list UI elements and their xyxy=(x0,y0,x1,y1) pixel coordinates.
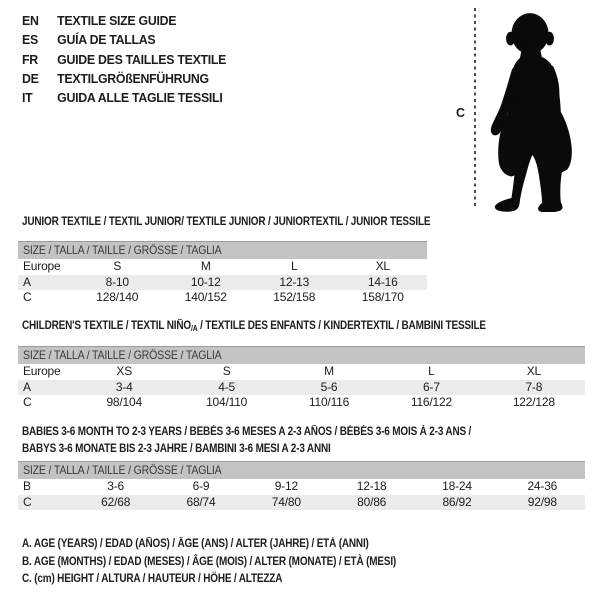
table-row: Europe S M L XL xyxy=(23,259,390,273)
junior-section-title: JUNIOR TEXTILE / TEXTIL JUNIOR/ TEXTILE JUNIOR / JUNIORTEXTIL / JUNIOR TESSILE xyxy=(22,215,431,228)
babies-table-size-header: SIZE / TALLA / TAILLE / GRÖSSE / TAGLIA xyxy=(18,461,585,479)
toddler-silhouette-image xyxy=(486,6,574,212)
babies-title-line1: BABIES 3-6 MONTH TO 2-3 YEARS / BEBÉS 3-6 MESES A 2-3 AÑOS / BÉBÉS 3-6 MOIS À 2-3 ANS / xyxy=(22,425,472,438)
lang-code-fr: FR xyxy=(22,51,38,67)
lang-code-es: ES xyxy=(22,32,38,48)
junior-table-size-header: SIZE / TALLA / TAILLE / GRÖSSE / TAGLIA xyxy=(18,241,427,259)
lang-code-de: DE xyxy=(22,70,39,86)
measurement-legend xyxy=(22,535,396,588)
babies-section-title xyxy=(22,424,471,457)
lang-row-en xyxy=(22,11,226,30)
lang-label-es: GUÍA DE TALLAS xyxy=(57,32,156,48)
lang-label-de: TEXTILGRÖßENFÜHRUNG xyxy=(57,70,209,86)
lang-row-es xyxy=(22,30,226,49)
lang-code-en: EN xyxy=(22,13,39,28)
children-size-table xyxy=(18,346,585,411)
junior-size-table xyxy=(18,241,427,306)
legend-line-b: B. AGE (MONTHS) / EDAD (MESES) / ÂGE (MOIS) / ALTER (MONATE) / ETÀ (MESI) xyxy=(22,554,397,568)
legend-line-c: C. (cm) HEIGHT / ALTURA / HAUTEUR / HÖHE / ALTEZZA xyxy=(22,572,283,586)
lang-row-fr xyxy=(22,50,226,69)
lang-row-it xyxy=(22,88,226,107)
lang-label-fr: GUIDE DES TAILLES TEXTILE xyxy=(57,51,227,67)
lang-label-en: TEXTILE SIZE GUIDE xyxy=(57,13,177,28)
language-header xyxy=(22,11,226,107)
children-table-size-header: SIZE / TALLA / TAILLE / GRÖSSE / TAGLIA xyxy=(18,346,585,364)
table-row: C 128/140 140/152 152/158 158/170 xyxy=(23,290,404,304)
height-measure-label: C xyxy=(456,106,466,120)
table-row: C 98/104 104/110 110/116 116/122 122/128 xyxy=(23,395,555,409)
lang-row-de xyxy=(22,69,226,88)
height-measure-dotted-line xyxy=(474,8,476,209)
table-row: C 62/68 68/74 74/80 80/86 86/92 92/98 xyxy=(18,495,585,511)
lang-code-it: IT xyxy=(22,90,33,106)
toddler-body xyxy=(495,57,572,212)
children-section-title: CHILDREN'S TEXTILE / TEXTIL NIÑO/A / TEXTILE DES ENFANTS / KINDERTEXTIL / BAMBINI TESSILE xyxy=(22,319,486,333)
table-row: A 8-10 10-12 12-13 14-16 xyxy=(18,275,427,291)
babies-title-line2: BABYS 3-6 MONATE BIS 2-3 JAHRE / BAMBINI 3-6 MESI A 2-3 ANNI xyxy=(22,441,331,455)
babies-size-table xyxy=(18,461,585,510)
table-row: A 3-4 4-5 5-6 6-7 7-8 xyxy=(18,380,585,396)
legend-line-a: A. AGE (YEARS) / EDAD (AÑOS) / ÂGE (ANS) / ALTER (JAHRE) / ETÀ (ANNI) xyxy=(22,537,369,550)
table-row: B 3-6 6-9 9-12 12-18 18-24 24-36 xyxy=(23,479,558,493)
table-row: Europe XS S M L XL xyxy=(23,364,541,378)
lang-label-it: GUIDA ALLE TAGLIE TESSILI xyxy=(57,90,223,106)
